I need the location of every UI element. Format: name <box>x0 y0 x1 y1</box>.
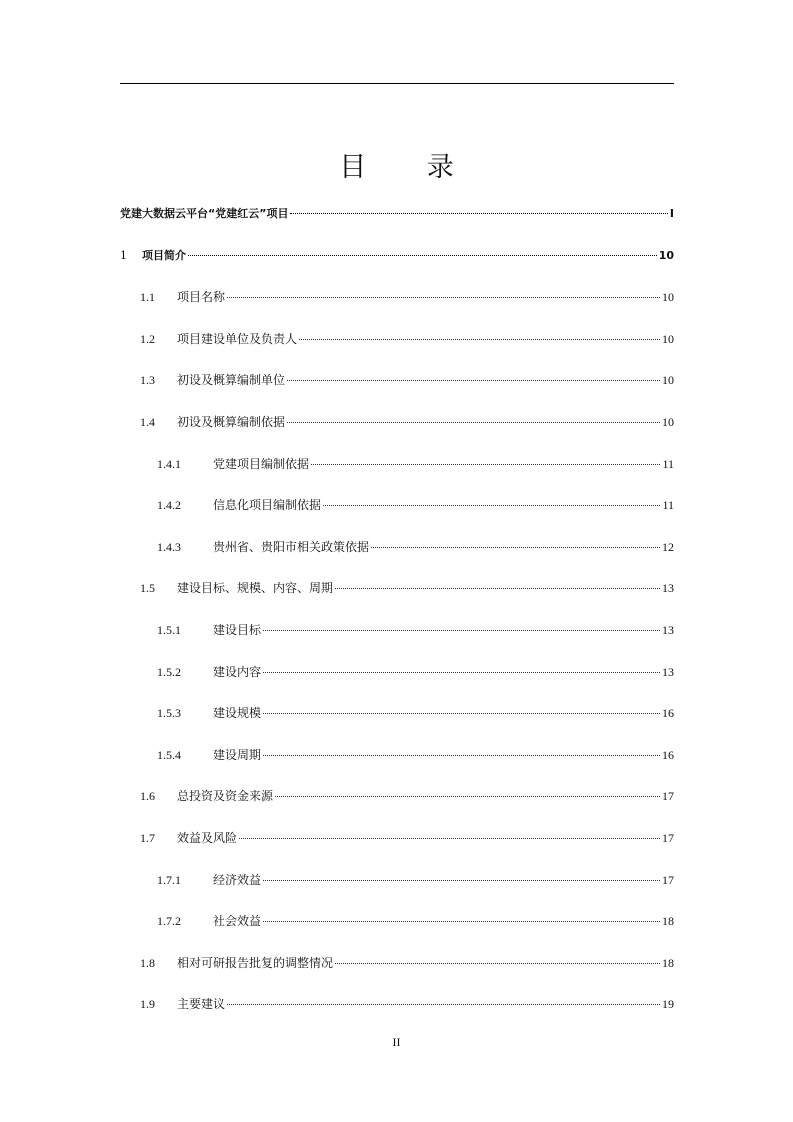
toc-entry-label: 初设及概算编制单位 <box>177 373 286 388</box>
toc-entry-page: 17 <box>662 789 674 804</box>
toc-entry-label: 总投资及资金来源 <box>177 789 274 804</box>
toc-entry-label: 建设内容 <box>213 664 262 679</box>
toc-entry-page: 10 <box>662 331 674 346</box>
toc-entry-number: 1.9 <box>140 997 155 1012</box>
toc-entry-label: 贵州省、贵阳市相关政策依据 <box>213 539 370 554</box>
toc-entry-number: 1.7 <box>140 831 155 845</box>
toc-entry-page: 18 <box>662 914 674 929</box>
toc-entry-page: 10 <box>662 290 674 305</box>
toc-dot-leader <box>263 880 660 881</box>
toc-entry[interactable] <box>120 992 674 1016</box>
toc-entry-label: 建设周期 <box>213 747 262 762</box>
toc-entry-page: 18 <box>662 955 674 970</box>
toc-dot-leader <box>323 505 660 506</box>
toc-dot-leader <box>311 464 660 465</box>
toc-entry[interactable] <box>120 285 674 309</box>
toc-entry-label: 建设规模 <box>213 706 262 721</box>
toc-entry[interactable] <box>120 909 674 933</box>
toc-entry-label: 项目简介 <box>142 248 186 262</box>
toc-dot-leader <box>188 255 657 256</box>
toc-entry-number: 1.4.3 <box>157 539 181 554</box>
toc-dot-leader <box>299 339 660 340</box>
toc-dot-leader <box>335 588 660 589</box>
toc-entry-label: 项目名称 <box>177 290 226 305</box>
toc-entry-page: 19 <box>662 997 674 1012</box>
toc-entry[interactable] <box>120 244 674 268</box>
toc-entry[interactable] <box>120 202 674 226</box>
toc-entry-number: 1.1 <box>140 290 155 305</box>
toc-entry-number: 1.6 <box>140 789 155 804</box>
toc-entry-number: 1.7.2 <box>157 914 181 929</box>
toc-dot-leader <box>227 1004 660 1005</box>
toc-entry-number: 1.2 <box>140 331 155 346</box>
toc-entry-page: 10 <box>662 415 674 429</box>
toc-entry[interactable] <box>120 327 674 351</box>
toc-entry-label: 社会效益 <box>213 914 262 929</box>
toc-entry-number: 1 <box>120 248 127 262</box>
toc-entry-number: 1.8 <box>140 955 155 970</box>
toc-entry[interactable] <box>120 701 674 725</box>
toc-dot-leader <box>287 380 660 381</box>
toc-entry-page: 13 <box>662 581 674 596</box>
toc-entry-page: 10 <box>662 373 674 388</box>
toc-entry[interactable] <box>120 826 674 850</box>
toc-entry[interactable] <box>120 576 674 600</box>
toc-entry-number: 1.3 <box>140 373 155 388</box>
toc-entry-page: 11 <box>662 456 674 471</box>
toc-entry[interactable] <box>120 951 674 975</box>
toc-entry[interactable] <box>120 368 674 392</box>
toc-entry-page: 10 <box>658 248 674 262</box>
toc-entry-label: 党建项目编制依据 <box>213 456 310 471</box>
toc-dot-leader <box>263 755 660 756</box>
toc-entry-label: 主要建议 <box>177 997 226 1012</box>
toc-entry-page: 16 <box>662 747 674 762</box>
toc-entry-page: 16 <box>662 706 674 721</box>
toc-entry-label: 信息化项目编制依据 <box>213 498 322 513</box>
toc-entry-number: 1.5.1 <box>157 623 181 637</box>
toc-dot-leader <box>227 297 660 298</box>
toc-dot-leader <box>275 796 660 797</box>
toc-entry-page: I <box>669 207 674 220</box>
toc-entry-number: 1.7.1 <box>157 872 181 887</box>
toc-entry-number: 1.5.2 <box>157 664 181 679</box>
toc-entry[interactable] <box>120 493 674 517</box>
toc-dot-leader <box>263 630 660 631</box>
toc-dot-leader <box>239 838 660 839</box>
toc-entry-page: 12 <box>662 539 674 554</box>
toc-entry-page: 11 <box>662 498 674 513</box>
toc-entry-label: 建设目标、规模、内容、周期 <box>177 581 334 596</box>
toc-entry-number: 1.5.4 <box>157 747 181 762</box>
toc-entry-label: 项目建设单位及负责人 <box>177 331 298 346</box>
toc-entry-number: 1.5 <box>140 581 155 596</box>
toc-entry[interactable] <box>120 452 674 476</box>
toc-entry-number: 1.4.2 <box>157 498 181 513</box>
toc-entry[interactable] <box>120 535 674 559</box>
toc-dot-leader <box>371 547 660 548</box>
toc-entry-label: 初设及概算编制依据 <box>177 415 286 429</box>
toc-entry-page: 13 <box>662 664 674 679</box>
toc-entry[interactable] <box>120 410 674 434</box>
toc-entry-number: 1.4 <box>140 415 155 429</box>
toc-entry-label: 效益及风险 <box>177 831 238 845</box>
toc-dot-leader <box>263 921 660 922</box>
toc-entry-page: 17 <box>662 831 674 845</box>
toc-dot-leader <box>335 963 660 964</box>
page-title: 目 录 <box>339 152 480 183</box>
header-rule <box>120 83 674 84</box>
toc-entry[interactable] <box>120 618 674 642</box>
toc-entry[interactable] <box>120 660 674 684</box>
toc-entry-page: 13 <box>662 623 674 637</box>
toc-entry-number: 1.5.3 <box>157 706 181 721</box>
toc-entry[interactable] <box>120 784 674 808</box>
toc-entry-label: 建设目标 <box>213 623 262 637</box>
toc-dot-leader <box>290 213 667 214</box>
toc-entry-label: 相对可研报告批复的调整情况 <box>177 955 334 970</box>
toc-entry-label: 经济效益 <box>213 872 262 887</box>
page-number: II <box>392 1035 401 1049</box>
toc-dot-leader <box>263 713 660 714</box>
toc-entry-label: 党建大数据云平台“党建红云”项目 <box>120 207 289 220</box>
toc-entry[interactable] <box>120 868 674 892</box>
toc-dot-leader <box>263 672 660 673</box>
toc-entry-page: 17 <box>662 872 674 887</box>
toc-entry[interactable] <box>120 743 674 767</box>
toc-entry-number: 1.4.1 <box>157 456 181 471</box>
toc-dot-leader <box>287 422 660 423</box>
